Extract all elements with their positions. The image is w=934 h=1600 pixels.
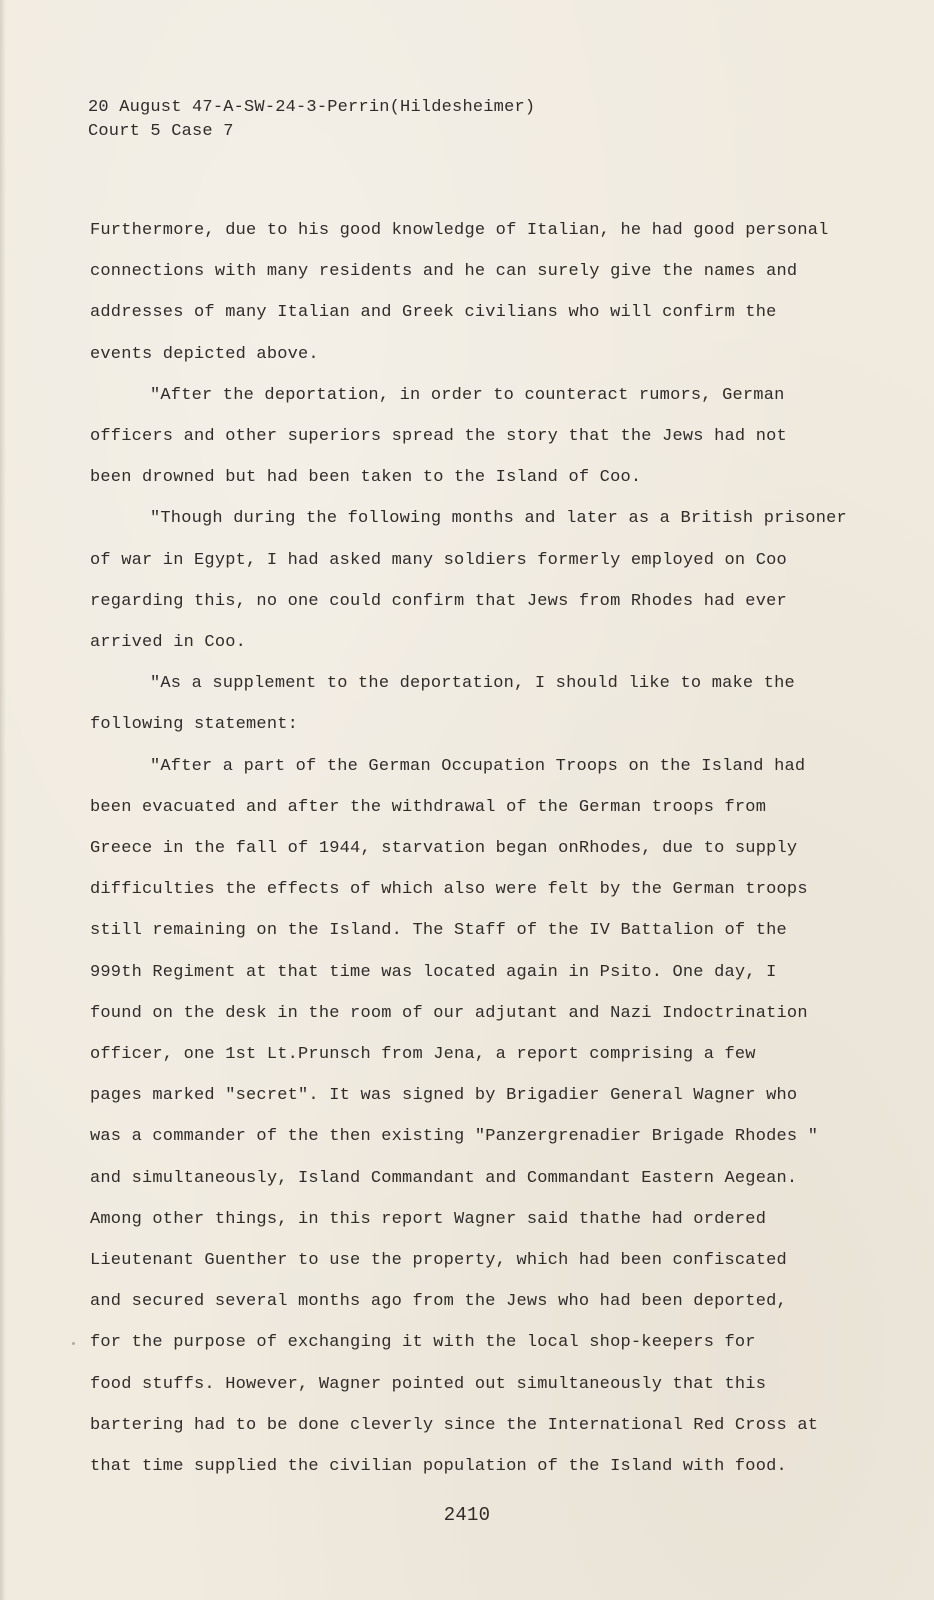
- body-line: still remaining on the Island. The Staff of the IV Battalion of the: [90, 921, 787, 941]
- body-line: of war in Egypt, I had asked many soldiers formerly employed on Coo: [90, 550, 787, 570]
- body-line: following statement:: [90, 715, 299, 735]
- body-line: "After the deportation, in order to counteract rumors, German: [150, 385, 785, 405]
- header-court-case: Court 5 Case 7: [88, 122, 234, 141]
- body-line: arrived in Coo.: [90, 633, 247, 653]
- body-line: difficulties the effects of which also were felt by the German troops: [90, 880, 808, 900]
- body-line: found on the desk in the room of our adjutant and Nazi Indoctrination: [90, 1003, 808, 1023]
- body-line: pages marked "secret". It was signed by Brigadier General Wagner who: [90, 1086, 798, 1106]
- body-line: food stuffs. However, Wagner pointed out simultaneously that this: [90, 1374, 767, 1394]
- body-line: regarding this, no one could confirm that Jews from Rhodes had ever: [90, 591, 787, 611]
- page-edge-shadow: [0, 0, 6, 1600]
- body-line: addresses of many Italian and Greek civilians who will confirm the: [90, 303, 777, 323]
- body-line: "Though during the following months and later as a British prisoner: [150, 509, 847, 529]
- body-line: connections with many residents and he can surely give the names and: [90, 262, 798, 282]
- body-line: been evacuated and after the withdrawal of the German troops from: [90, 797, 767, 817]
- body-line: was a commander of the then existing "Panzergrenadier Brigade Rhodes ": [90, 1127, 819, 1147]
- document-header: [88, 96, 535, 144]
- header-date-reference: 20 August 47-A-SW-24-3-Perrin(Hildesheimer): [88, 98, 536, 117]
- body-line: and secured several months ago from the Jews who had been deported,: [90, 1292, 787, 1312]
- body-line: events depicted above.: [90, 344, 319, 364]
- body-line: bartering had to be done cleverly since the International Red Cross at: [90, 1415, 819, 1435]
- body-line: Among other things, in this report Wagner said thathe had ordered: [90, 1209, 767, 1229]
- body-line: 999th Regiment at that time was located again in Psito. One day, I: [90, 962, 777, 982]
- body-line: officer, one 1st Lt.Prunsch from Jena, a report comprising a few: [90, 1045, 756, 1065]
- paper-speck: [300, 1133, 302, 1135]
- body-line: been drowned but had been taken to the Island of Coo.: [90, 468, 642, 488]
- body-line: Greece in the fall of 1944, starvation began onRhodes, due to supply: [90, 839, 798, 859]
- body-line: "As a supplement to the deportation, I should like to make the: [150, 674, 795, 694]
- document-body: [90, 210, 847, 1487]
- body-line: Lieutenant Guenther to use the property, which had been confiscated: [90, 1251, 787, 1271]
- page-number: 2410: [443, 1504, 491, 1526]
- body-line: Furthermore, due to his good knowledge of Italian, he had good personal: [90, 221, 829, 240]
- body-line: and simultaneously, Island Commandant and Commandant Eastern Aegean.: [90, 1168, 798, 1188]
- body-line: "After a part of the German Occupation Troops on the Island had: [150, 756, 806, 776]
- body-line: officers and other superiors spread the story that the Jews had not: [90, 427, 787, 447]
- paper-speck: [72, 1342, 75, 1345]
- body-line: that time supplied the civilian population of the Island with food.: [90, 1457, 787, 1477]
- body-line: for the purpose of exchanging it with the local shop-keepers for: [90, 1333, 756, 1353]
